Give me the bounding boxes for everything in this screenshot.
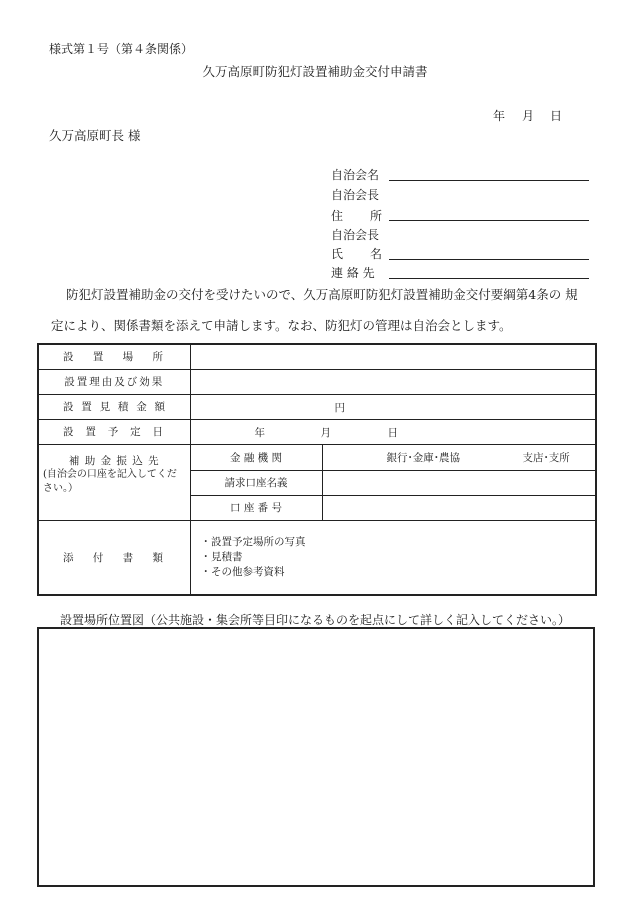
attachments-label: 添 付 書 類 — [38, 520, 190, 595]
branch-types: 支店･支所 — [522, 451, 570, 464]
address-label-a: 住 — [331, 209, 344, 223]
row-schedule — [38, 419, 596, 444]
attachment-item: ・設置予定場所の写真 — [200, 535, 306, 548]
yen-unit: 円 — [334, 401, 345, 414]
addressee: 久万高原町長 様 — [49, 128, 141, 143]
reason-field[interactable] — [190, 369, 596, 394]
document-title: 久万高原町防犯灯設置補助金交付申請書 — [202, 64, 428, 79]
schedule-field[interactable] — [190, 419, 596, 444]
row-location — [38, 344, 596, 369]
date-month: 月 — [522, 109, 535, 123]
account-name-label: 請求口座名義 — [190, 470, 322, 495]
date-year: 年 — [493, 109, 506, 123]
bank-field[interactable] — [322, 444, 596, 470]
attachment-item: ・その他参考資料 — [200, 565, 285, 578]
estimate-label: 設 置 見 積 金 額 — [38, 394, 190, 419]
account-name-field[interactable] — [322, 470, 596, 495]
schedule-day: 日 — [387, 426, 398, 439]
transfer-label: 補 助 金 振 込 先 — [68, 454, 160, 467]
contact-label: 連 絡 先 — [331, 266, 375, 280]
body-text-line2: 定により、関係書類を添えて申請します。なお、防犯灯の管理は自治会とします。 — [51, 318, 512, 333]
row-attachments — [38, 520, 596, 595]
application-table — [37, 343, 597, 596]
transfer-label-cell — [38, 444, 190, 520]
location-map-area[interactable] — [37, 627, 595, 887]
name-label-a: 氏 — [331, 247, 344, 261]
attachment-item: ・見積書 — [200, 550, 243, 563]
address-field[interactable] — [389, 220, 589, 221]
bank-label: 金 融 機 関 — [190, 444, 322, 470]
body-text-line1: 防犯灯設置補助金の交付を受けたいので、久万高原町防犯灯設置補助金交付要綱第4条の 規 — [66, 287, 578, 302]
row-estimate — [38, 394, 596, 419]
reason-label: 設置理由及び効果 — [38, 369, 190, 394]
schedule-label: 設 置 予 定 日 — [38, 419, 190, 444]
address-label-b: 所 — [370, 209, 383, 223]
account-number-label: 口 座 番 号 — [190, 495, 322, 520]
attachments-list — [190, 520, 596, 595]
bank-types: 銀行･金庫･農協 — [386, 451, 460, 464]
transfer-note: (自治会の口座を記入してください。） — [43, 468, 177, 494]
location-field[interactable] — [190, 344, 596, 369]
account-number-field[interactable] — [322, 495, 596, 520]
chief-label-1: 自治会長 — [331, 188, 380, 202]
name-label-b: 名 — [370, 247, 383, 261]
date-day: 日 — [550, 109, 563, 123]
schedule-month: 月 — [320, 426, 331, 439]
estimate-field[interactable] — [190, 394, 596, 419]
form-number: 様式第１号（第４条関係） — [49, 42, 194, 56]
association-name-label: 自治会名 — [331, 168, 380, 182]
schedule-year: 年 — [254, 426, 265, 439]
row-bank — [38, 444, 596, 470]
contact-field[interactable] — [389, 278, 589, 279]
row-reason — [38, 369, 596, 394]
name-field[interactable] — [389, 259, 589, 260]
location-label: 設 置 場 所 — [38, 344, 190, 369]
association-name-field[interactable] — [389, 180, 589, 181]
chief-label-2: 自治会長 — [331, 228, 380, 242]
map-caption: 設置場所位置図（公共施設・集会所等目印になるものを起点にして詳しく記入してください。） — [59, 613, 570, 627]
